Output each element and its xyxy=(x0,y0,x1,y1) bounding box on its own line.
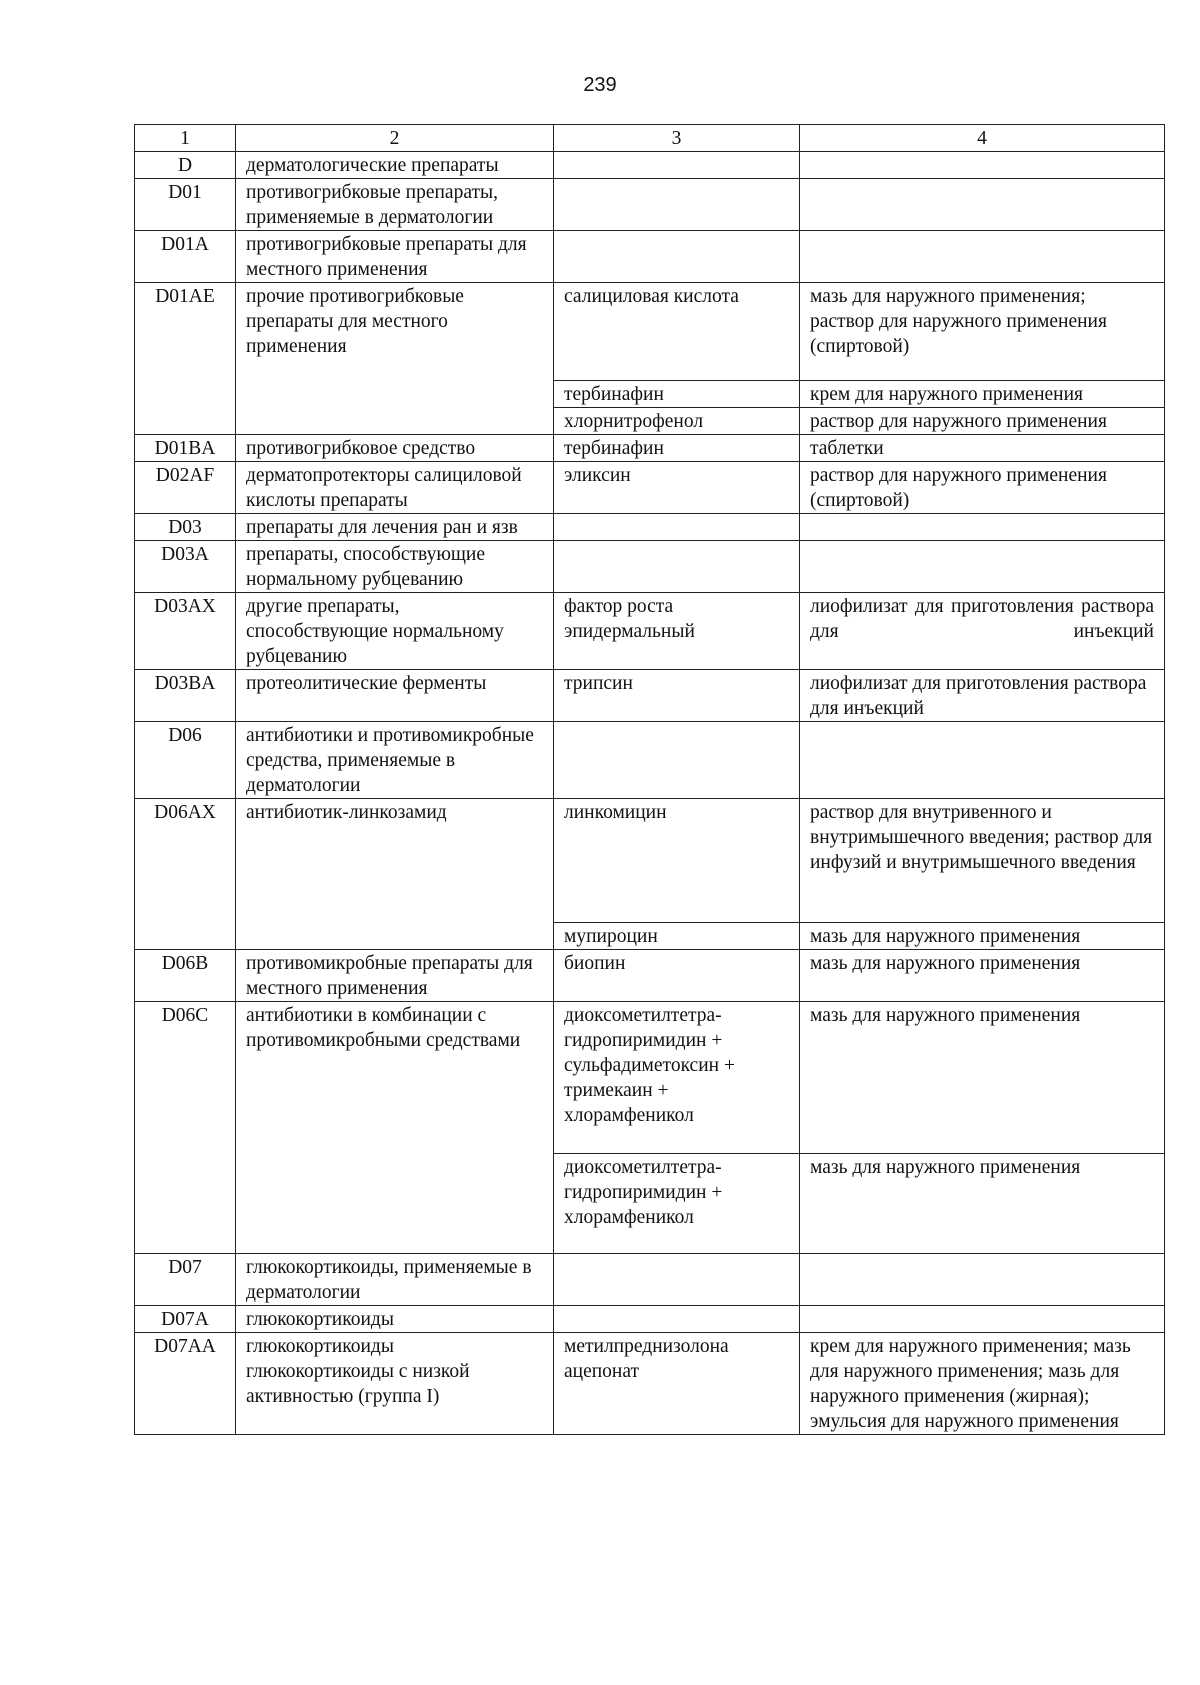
group-name: противогрибковое средство xyxy=(236,435,554,462)
drug-name: метилпреднизолона ацепонат xyxy=(554,1333,800,1435)
dosage-form xyxy=(800,152,1165,179)
dosage-form xyxy=(800,231,1165,283)
drug-name: тербинафин xyxy=(554,381,800,408)
group-name: препараты, способствующие нормальному рубцеванию xyxy=(236,541,554,593)
dosage-form: раствор для наружного применения xyxy=(800,408,1165,435)
drug-name: хлорнитрофенол xyxy=(554,408,800,435)
table-row xyxy=(135,950,1165,1002)
table-row xyxy=(135,799,1165,923)
dosage-form: лиофилизат для приготовления раствора для инъекций xyxy=(800,593,1165,670)
group-name: другие препараты, способствующие нормальному рубцеванию xyxy=(236,593,554,670)
group-name: препараты для лечения ран и язв xyxy=(236,514,554,541)
table-row xyxy=(135,231,1165,283)
drug-table xyxy=(134,124,1165,1435)
drug-name: диоксометилтетра-гидропиримидин + сульфадиметоксин + тримекаин + хлорамфеникол xyxy=(554,1002,800,1154)
drug-name: диоксометилтетра-гидропиримидин + хлорамфеникол xyxy=(554,1154,800,1254)
atc-code: D06AX xyxy=(135,799,236,950)
group-name: дерматопротекторы салициловой кислоты препараты xyxy=(236,462,554,514)
group-name: глюкокортикоиды глюкокортикоиды с низкой активностью (группа I) xyxy=(236,1333,554,1435)
dosage-form: раствор для внутривенного и внутримышечного введения; раствор для инфузий и внутримышечного введения xyxy=(800,799,1165,923)
atc-code: D xyxy=(135,152,236,179)
table-row xyxy=(135,152,1165,179)
table-row xyxy=(135,179,1165,231)
table-row xyxy=(135,283,1165,381)
atc-code: D06B xyxy=(135,950,236,1002)
dosage-form xyxy=(800,514,1165,541)
drug-name xyxy=(554,1306,800,1333)
drug-name xyxy=(554,179,800,231)
group-name: противомикробные препараты для местного применения xyxy=(236,950,554,1002)
atc-code: D03 xyxy=(135,514,236,541)
dosage-form xyxy=(800,179,1165,231)
atc-code: D01BA xyxy=(135,435,236,462)
dosage-form: мазь для наружного применения xyxy=(800,950,1165,1002)
group-name: антибиотики в комбинации с противомикробными средствами xyxy=(236,1002,554,1254)
atc-code: D03AX xyxy=(135,593,236,670)
table-row xyxy=(135,670,1165,722)
header-row xyxy=(135,125,1165,152)
drug-name xyxy=(554,152,800,179)
atc-code: D06C xyxy=(135,1002,236,1254)
atc-code: D02AF xyxy=(135,462,236,514)
dosage-form xyxy=(800,541,1165,593)
table-row xyxy=(135,1333,1165,1435)
drug-name xyxy=(554,514,800,541)
dosage-form xyxy=(800,722,1165,799)
drug-name xyxy=(554,1254,800,1306)
drug-name: мупироцин xyxy=(554,923,800,950)
group-name: антибиотик-линкозамид xyxy=(236,799,554,950)
header-col-1: 1 xyxy=(135,125,236,152)
atc-code: D01 xyxy=(135,179,236,231)
drug-name: биопин xyxy=(554,950,800,1002)
dosage-form: мазь для наружного применения xyxy=(800,1154,1165,1254)
group-name: противогрибковые препараты для местного применения xyxy=(236,231,554,283)
dosage-form xyxy=(800,1254,1165,1306)
group-name: антибиотики и противомикробные средства, применяемые в дерматологии xyxy=(236,722,554,799)
dosage-form: мазь для наружного применения xyxy=(800,1002,1165,1154)
table-row xyxy=(135,1306,1165,1333)
dosage-form: мазь для наружного применения xyxy=(800,923,1165,950)
table-row xyxy=(135,435,1165,462)
atc-code: D03A xyxy=(135,541,236,593)
table-row xyxy=(135,1002,1165,1154)
drug-name: линкомицин xyxy=(554,799,800,923)
table-row xyxy=(135,541,1165,593)
table-row xyxy=(135,514,1165,541)
drug-name xyxy=(554,231,800,283)
header-col-2: 2 xyxy=(236,125,554,152)
group-name: глюкокортикоиды, применяемые в дерматологии xyxy=(236,1254,554,1306)
atc-code: D07A xyxy=(135,1306,236,1333)
dosage-form: раствор для наружного применения (спиртовой) xyxy=(800,462,1165,514)
dosage-form: мазь для наружного применения; раствор для наружного применения (спиртовой) xyxy=(800,283,1165,381)
table-row xyxy=(135,462,1165,514)
drug-name: эликсин xyxy=(554,462,800,514)
header-col-3: 3 xyxy=(554,125,800,152)
drug-name: фактор роста эпидермальный xyxy=(554,593,800,670)
table-row xyxy=(135,722,1165,799)
header-col-4: 4 xyxy=(800,125,1165,152)
dosage-form: крем для наружного применения; мазь для наружного применения; мазь для наружного применения (жирная); эмульсия для наружного применения xyxy=(800,1333,1165,1435)
group-name: дерматологические препараты xyxy=(236,152,554,179)
table-row xyxy=(135,1254,1165,1306)
page-number: 239 xyxy=(583,74,617,96)
atc-code: D06 xyxy=(135,722,236,799)
dosage-form: таблетки xyxy=(800,435,1165,462)
group-name: глюкокортикоиды xyxy=(236,1306,554,1333)
atc-code: D01AE xyxy=(135,283,236,435)
drug-name xyxy=(554,722,800,799)
table-row xyxy=(135,593,1165,670)
group-name: протеолитические ферменты xyxy=(236,670,554,722)
dosage-form xyxy=(800,1306,1165,1333)
dosage-form: крем для наружного применения xyxy=(800,381,1165,408)
group-name: прочие противогрибковые препараты для местного применения xyxy=(236,283,554,435)
drug-name xyxy=(554,541,800,593)
dosage-form: лиофилизат для приготовления раствора для инъекций xyxy=(800,670,1165,722)
drug-name: тербинафин xyxy=(554,435,800,462)
atc-code: D07AA xyxy=(135,1333,236,1435)
group-name: противогрибковые препараты, применяемые в дерматологии xyxy=(236,179,554,231)
atc-code: D03BA xyxy=(135,670,236,722)
atc-code: D07 xyxy=(135,1254,236,1306)
drug-name: трипсин xyxy=(554,670,800,722)
atc-code: D01A xyxy=(135,231,236,283)
drug-name: салициловая кислота xyxy=(554,283,800,381)
